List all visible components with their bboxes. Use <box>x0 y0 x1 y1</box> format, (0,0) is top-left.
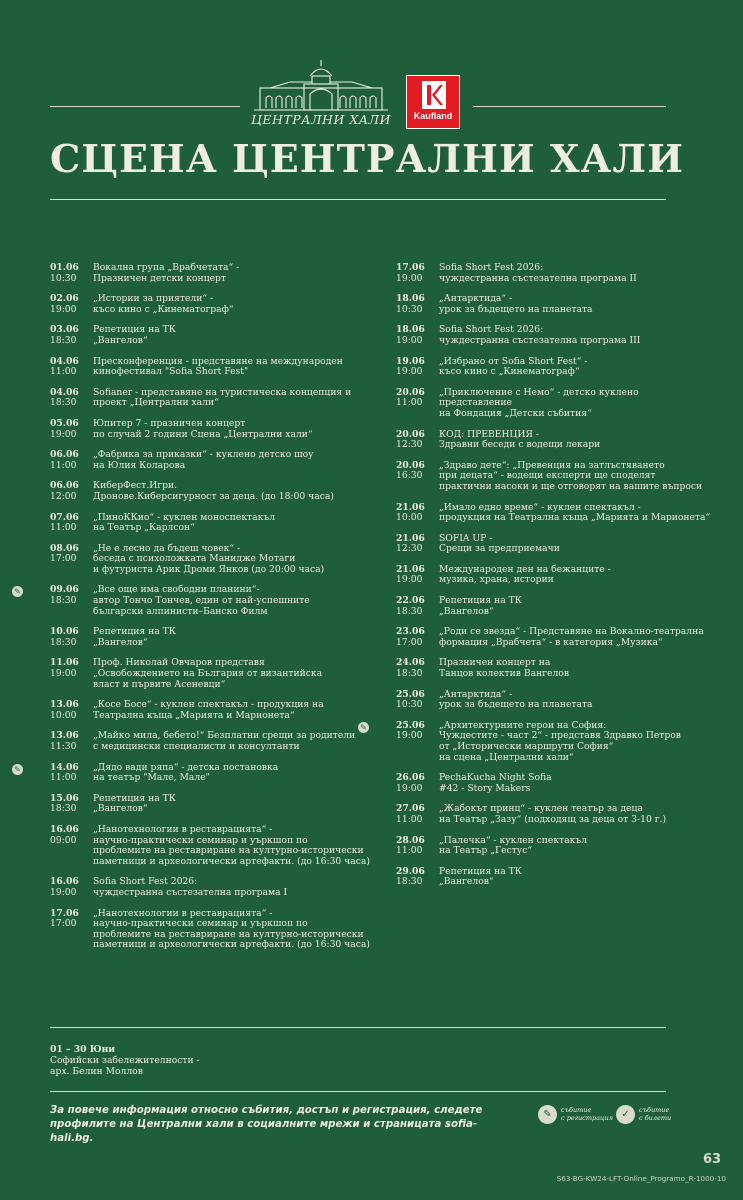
kaufland-logo <box>406 75 460 129</box>
event-item <box>50 825 372 867</box>
event-item <box>50 481 372 502</box>
event-time: 11:00 <box>50 522 77 534</box>
exhibition-dates: 01 – 30 Юни <box>50 1044 116 1055</box>
event-date: 04.06 <box>50 355 79 367</box>
event-date: 17.06 <box>50 907 79 919</box>
event-item <box>396 388 714 420</box>
event-datetime <box>396 867 439 888</box>
event-date: 02.06 <box>50 293 79 305</box>
event-description: „ПиноККио“ - куклен моноспектакъл на Театър „Карлсон“ <box>93 511 276 534</box>
event-description: Репетиция на ТК „Вангелов“ <box>439 595 522 617</box>
central-halls-logo-text: ЦЕНТРАЛНИ ХАЛИ <box>250 112 392 127</box>
event-date: 16.06 <box>50 876 79 888</box>
event-item <box>396 627 714 648</box>
event-time: 18:30 <box>50 334 77 346</box>
event-item <box>50 388 372 409</box>
event-datetime <box>50 627 93 648</box>
event-description: „Роди се звезда“ - Представяне на Вокално-театрална формация „Врабчета“ - в категория „Музика“ <box>439 626 704 648</box>
event-datetime <box>396 773 439 794</box>
event-datetime <box>396 430 439 451</box>
event-description: Пресконференция - представяне на международен кинофестивал "Sofia Short Fest" <box>93 355 343 378</box>
event-date: 11.06 <box>50 657 79 669</box>
event-datetime <box>396 461 439 493</box>
event-item <box>396 867 714 888</box>
event-description: Празничен концерт на Танцов колектив Вангелов <box>439 657 569 680</box>
event-datetime <box>396 658 439 679</box>
event-datetime <box>50 794 93 815</box>
title-rule <box>50 199 666 200</box>
event-datetime <box>50 419 93 440</box>
event-date: 04.06 <box>50 386 79 398</box>
event-datetime <box>50 388 93 409</box>
event-time: 19:00 <box>396 366 423 378</box>
event-description: „Все още има свободни планини“- автор Тончо Тончев, един от най-успешните български алпинисти–Банско Филм <box>93 584 310 617</box>
event-datetime <box>396 388 439 420</box>
event-item <box>396 430 714 451</box>
event-description: „Косе Босе“ - куклен спектакъл - продукция на Театрална къща „Марията и Марионета“ <box>93 699 324 721</box>
event-date: 20.06 <box>396 386 425 398</box>
event-description: „Жабокът принц“ - куклен театър за деца на Театър „Зазу“ (подходящ за деца от 3-10 г.) <box>439 803 667 825</box>
event-time: 10:30 <box>50 272 77 284</box>
event-date: 10.06 <box>50 626 79 638</box>
event-time: 19:00 <box>396 272 423 284</box>
event-datetime <box>50 357 93 378</box>
event-item <box>396 804 714 825</box>
event-time: 10:00 <box>50 709 77 721</box>
event-date: 24.06 <box>396 657 425 669</box>
event-datetime <box>396 534 439 555</box>
event-item <box>396 263 714 284</box>
exhibition-rule-bottom <box>50 1091 666 1092</box>
event-date: 21.06 <box>396 501 425 513</box>
event-time: 19:00 <box>396 334 423 346</box>
event-datetime <box>396 565 439 586</box>
event-time: 10:30 <box>396 699 423 711</box>
event-datetime <box>50 585 93 617</box>
event-datetime <box>50 658 93 690</box>
event-date: 14.06 <box>50 761 79 773</box>
event-description: КиберФест.Игри. Дронове.Киберсигурност за деца. (до 18:00 часа) <box>93 480 334 502</box>
event-description: Sofia Short Fest 2026: чуждестранна състезателна програма I <box>93 876 288 898</box>
registration-icon: ✎ <box>358 722 369 733</box>
event-time: 16:30 <box>396 470 423 482</box>
event-datetime <box>396 325 439 346</box>
event-datetime <box>396 357 439 378</box>
event-time: 17:00 <box>396 636 423 648</box>
event-datetime <box>50 263 93 284</box>
event-description: „Антарктида“ - урок за бъдещето на планетата <box>439 688 593 711</box>
event-description: „Истории за приятели“ - късо кино с „Кинематограф“ <box>93 293 234 315</box>
event-description: Sofia Short Fest 2026: чуждестранна състезателна програма II <box>439 262 637 284</box>
event-date: 25.06 <box>396 688 425 700</box>
event-date: 28.06 <box>396 834 425 846</box>
event-description: „Здраво дете“: „Превенция на затлъстяването при децата“ - водещи експерти ще споделят практични насоки и ще отговорят на вашите въпроси <box>439 459 703 492</box>
event-time: 17:00 <box>50 918 77 930</box>
event-date: 05.06 <box>50 417 79 429</box>
event-time: 11:00 <box>50 459 77 471</box>
event-datetime <box>396 836 439 857</box>
event-datetime <box>50 294 93 315</box>
event-item <box>396 836 714 857</box>
event-item <box>396 325 714 346</box>
event-time: 11:30 <box>50 741 77 752</box>
event-time: 17:00 <box>50 553 77 565</box>
event-description: „Нанотехнологии в реставрацията“ - научно-практически семинар и уъркшоп по проблемите на реставриране на културно-исторически паметници и археологически артефакти. (до 16:30 часа) <box>93 823 370 867</box>
event-date: 16.06 <box>50 823 79 835</box>
event-time: 19:00 <box>50 428 77 440</box>
event-datetime <box>50 825 93 867</box>
event-time: 18:30 <box>50 397 77 409</box>
event-date: 15.06 <box>50 792 79 804</box>
event-item <box>50 513 372 534</box>
event-description: „Избрано от Sofia Short Fest“ - късо кино с „Кинематограф“ <box>439 355 588 378</box>
event-time: 12:00 <box>50 490 77 502</box>
event-time: 18:30 <box>396 668 423 680</box>
event-time: 11:00 <box>50 366 77 378</box>
event-time: 18:30 <box>50 636 77 648</box>
document-code: S63-BG-KW24-LFT-Online_Programo_R-1000-10 <box>556 1174 726 1183</box>
event-item <box>360 719 714 763</box>
event-description: „Палечка“ - куклен спектакъл на Театър „Гестус“ <box>439 834 588 857</box>
event-date: 18.06 <box>396 293 425 305</box>
event-date: 23.06 <box>396 626 425 638</box>
event-date: 19.06 <box>396 355 425 367</box>
event-date: 13.06 <box>50 699 79 711</box>
event-time: 11:00 <box>50 772 77 784</box>
event-item <box>396 658 714 679</box>
event-description: „Антарктида“ - урок за бъдещето на планетата <box>439 293 593 315</box>
event-date: 25.06 <box>396 719 425 731</box>
event-item <box>14 761 372 784</box>
event-time: 18:30 <box>50 595 77 607</box>
event-datetime <box>396 596 439 617</box>
event-item <box>14 584 372 617</box>
event-description: PechaKucha Night Sofia #42 - Story Makers <box>439 772 552 794</box>
event-description: Международен ден на бежанците - музика, храна, истории <box>439 563 611 586</box>
event-item <box>50 450 372 471</box>
event-time: 12:30 <box>396 543 423 555</box>
event-item <box>396 294 714 315</box>
event-item <box>50 731 372 752</box>
event-datetime <box>396 263 439 284</box>
event-item <box>50 419 372 440</box>
event-time: 10:00 <box>396 512 423 524</box>
event-description: Репетиция на ТК „Вангелов“ <box>93 626 176 648</box>
event-description: Sofianer - представяне на туристическа концепция и проект „Централни хали“ <box>93 386 352 409</box>
event-datetime <box>396 804 439 825</box>
event-date: 17.06 <box>396 262 425 273</box>
event-time: 11:00 <box>396 845 423 857</box>
event-date: 13.06 <box>50 730 79 742</box>
event-description: „Не е лесно да бъдеш човек“ - беседа с психоложката Манидже Мотаги и футуриста Арик Дроми Янков (до 20:00 часа) <box>93 542 325 575</box>
event-item <box>50 357 372 378</box>
event-date: 08.06 <box>50 542 79 554</box>
event-date: 26.06 <box>396 772 425 784</box>
event-datetime <box>396 627 439 648</box>
event-time: 12:30 <box>396 439 423 451</box>
event-item <box>50 658 372 690</box>
events-column-left <box>14 262 372 961</box>
exhibition-rule-top <box>50 1027 666 1028</box>
page-number: 63 <box>703 1152 722 1167</box>
event-date: 09.06 <box>50 584 79 596</box>
event-description: „Фабрика за приказки“ - куклено детско шоу на Юлия Коларова <box>93 449 314 471</box>
event-datetime <box>50 325 93 346</box>
event-time: 19:00 <box>396 730 423 742</box>
event-time: 10:30 <box>396 303 423 315</box>
event-time: 09:00 <box>50 834 77 846</box>
event-description: Репетиция на ТК „Вангелов“ <box>93 324 176 346</box>
exhibition-block <box>50 1044 200 1077</box>
event-item <box>50 877 372 898</box>
event-date: 20.06 <box>396 459 425 471</box>
ticket-icon: ✓ <box>616 1105 635 1124</box>
event-date: 07.06 <box>50 511 79 523</box>
event-date: 06.06 <box>50 480 79 492</box>
registration-icon: ✎ <box>12 764 23 775</box>
event-description: КОД: ПРЕВЕНЦИЯ - Здравни беседи с водещи лекари <box>439 428 601 451</box>
legend-registration-label: събитие с регистрация <box>561 1106 614 1122</box>
page-title: СЦЕНА ЦЕНТРАЛНИ ХАЛИ <box>50 136 684 181</box>
event-time: 19:00 <box>396 574 423 586</box>
header-rule-left <box>50 106 240 107</box>
event-datetime <box>50 513 93 534</box>
event-item <box>50 263 372 284</box>
event-item <box>396 503 714 524</box>
event-datetime <box>396 721 439 763</box>
event-item <box>396 773 714 794</box>
event-description: „Приключение с Немо“ - детско куклено представление на Фондация „Детски събития“ <box>439 386 639 419</box>
event-date: 29.06 <box>396 865 425 877</box>
event-description: Вокална група „Врабчетата“ - Празничен детски концерт <box>93 262 240 284</box>
event-item <box>50 627 372 648</box>
event-item <box>396 534 714 555</box>
event-datetime <box>50 450 93 471</box>
event-datetime <box>50 700 93 721</box>
events-column-right <box>360 262 714 898</box>
exhibition-text: Софийски забележителности - арх. Белин Моллов <box>50 1055 200 1077</box>
event-date: 27.06 <box>396 803 425 815</box>
event-date: 20.06 <box>396 428 425 440</box>
event-datetime <box>50 763 93 784</box>
event-description: „Нанотехнологии в реставрацията“ - научно-практически семинар и уъркшоп по проблемите на реставриране на културно-исторически паметници и археологически артефакти. (до 16:30 часа) <box>93 907 370 951</box>
event-item <box>50 294 372 315</box>
event-time: 19:00 <box>50 668 77 680</box>
kaufland-k-icon <box>421 80 447 110</box>
event-item <box>396 565 714 586</box>
event-description: „Имало едно време“ - куклен спектакъл - продукция на Театрална къща „Марията и Марионета“ <box>439 501 711 524</box>
event-item <box>396 461 714 493</box>
legend-registration <box>538 1105 613 1124</box>
event-item <box>396 357 714 378</box>
header-rule-right <box>473 106 666 107</box>
event-description: „Майко мила, бебето!“ Безплатни срещи за родители с медицински специалисти и консултанти <box>93 730 356 752</box>
event-item <box>50 794 372 815</box>
registration-icon: ✎ <box>538 1105 557 1124</box>
event-description: „Архитектурните герои на София: Чуждестите - част 2“ - представя Здравко Петров от „Исторически маршрути София“ на сцена „Централни хали“ <box>439 719 681 763</box>
event-item <box>50 325 372 346</box>
event-datetime <box>396 503 439 524</box>
event-time: 19:00 <box>50 886 77 898</box>
event-date: 21.06 <box>396 532 425 544</box>
legend-tickets <box>616 1105 671 1124</box>
event-date: 01.06 <box>50 262 79 273</box>
event-item <box>50 909 372 951</box>
legend-tickets-label: събитие с билети <box>639 1106 672 1122</box>
event-time: 18:30 <box>50 803 77 815</box>
event-datetime <box>50 877 93 898</box>
event-time: 19:00 <box>396 782 423 794</box>
event-date: 18.06 <box>396 324 425 336</box>
event-time: 11:00 <box>396 813 423 825</box>
event-time: 19:00 <box>50 303 77 315</box>
event-datetime <box>50 481 93 502</box>
event-description: SOFIA UP - Срещи за предприемачи <box>439 532 560 555</box>
kaufland-wordmark: Kaufland <box>413 111 453 121</box>
event-time: 11:00 <box>396 397 423 409</box>
event-datetime <box>50 544 93 576</box>
event-description: Репетиция на ТК „Вангелов“ <box>439 865 522 888</box>
event-date: 21.06 <box>396 563 425 575</box>
event-date: 03.06 <box>50 324 79 336</box>
event-time: 18:30 <box>396 876 423 888</box>
event-datetime <box>396 690 439 711</box>
event-time: 18:30 <box>396 605 423 617</box>
event-date: 06.06 <box>50 449 79 461</box>
event-description: „Дядо вади ряпа“ - детска постановка на театър "Мале, Мале" <box>93 761 279 784</box>
event-description: Репетиция на ТК „Вангелов“ <box>93 792 176 815</box>
event-item <box>396 596 714 617</box>
registration-icon: ✎ <box>12 586 23 597</box>
event-item <box>50 700 372 721</box>
event-item <box>396 690 714 711</box>
event-description: Sofia Short Fest 2026: чуждестранна състезателна програма III <box>439 324 641 346</box>
event-item <box>50 544 372 576</box>
event-date: 22.06 <box>396 595 425 607</box>
event-datetime <box>50 909 93 951</box>
event-description: Проф. Николай Овчаров представя „Освобождението на България от византийска власт и първите Асеневци“ <box>93 657 323 690</box>
event-datetime <box>396 294 439 315</box>
event-description: Юпитер 7 - празничен концерт по случай 2 години Сцена „Централни хали“ <box>93 417 313 440</box>
footer-info-text: За повече информация относно събития, достъп и регистрация, следете профилите на Централни хали в социалните мрежи и страницата sofia-hali.bg. <box>50 1105 483 1144</box>
event-datetime <box>50 731 93 752</box>
